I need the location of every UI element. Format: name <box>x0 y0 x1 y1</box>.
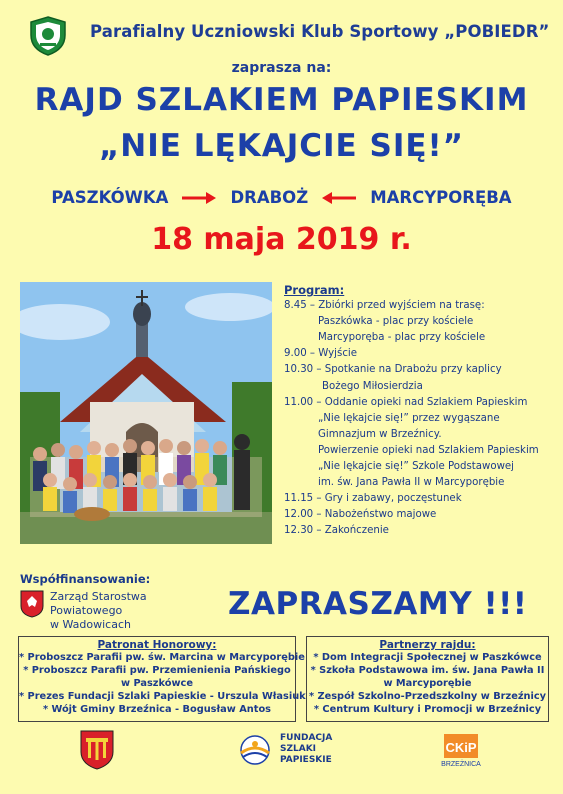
foundation-name-line: PAPIESKIE <box>280 755 332 765</box>
county-office <box>50 590 147 632</box>
partner-line: * Centrum Kultury i Promocji w Brzeźnicy <box>313 704 542 715</box>
program-row: „Nie lękajcie się!” przez wygąszane <box>318 412 500 424</box>
route-to: MARCYPORĘBA <box>370 188 512 207</box>
foundation-name-line: FUNDACJA <box>280 733 333 743</box>
program-row: im. św. Jana Pawła II w Marcyporębie <box>318 477 505 489</box>
foundation-name <box>280 733 332 766</box>
program-row: Powierzenie opieki nad Szlakiem Papieskim <box>318 444 539 456</box>
ckip-logo <box>438 732 484 768</box>
program-row: Bożego Miłosierdzia <box>322 380 423 392</box>
club-logo <box>28 15 68 57</box>
program-row: 9.00 – Wyjście <box>284 348 358 360</box>
invitation-cta: ZAPRASZAMY !!! <box>228 586 528 622</box>
invite-text: zaprasza na: <box>231 60 332 76</box>
patronage-title: Patronat Honorowy: <box>97 639 217 651</box>
partners-box <box>306 636 549 722</box>
program-title: Program: <box>284 283 345 297</box>
arrow-left-icon <box>322 191 356 205</box>
program-row: 10.30 – Spotkanie na Drabożu przy kaplicy <box>284 364 502 376</box>
cofinancing-label: Współfinansowanie: <box>20 572 151 586</box>
event-subtitle: „NIE LĘKAJCIE SIĘ!” <box>98 128 465 164</box>
partner-line: * Szkoła Podstawowa im. św. Jana Pawła II <box>310 665 545 676</box>
patronage-line: * Proboszcz Parafii pw. św. Marcina w Marcyporębie <box>19 652 305 663</box>
patronage-line: * Proboszcz Parafii pw. Przemienienia Pańskiego <box>23 665 291 676</box>
program-row: 12.30 – Zakończenie <box>284 525 389 537</box>
program <box>284 282 556 540</box>
program-row: 12.00 – Nabożeństwo majowe <box>284 509 437 521</box>
ckip-subtitle: BRZEŻNICA <box>441 761 481 768</box>
program-row: „Nie lękajcie się!” Szkole Podstawowej <box>318 461 515 473</box>
program-row: 11.00 – Oddanie opieki nad Szlakiem Papieskim <box>284 396 528 408</box>
program-row: 8.45 – Zbiórki przed wyjściem na trasę: <box>284 300 485 312</box>
program-row: 11.15 – Gry i zabawy, poczęstunek <box>284 493 462 505</box>
municipality-crest-icon <box>80 730 114 770</box>
partner-line: * Zespół Szkolno-Przedszkolny w Brzeźnicy <box>308 691 547 702</box>
program-row: Gimnazjum w Brzeźnicy. <box>318 428 442 440</box>
partner-line: w Marcyporębie <box>383 678 472 689</box>
patronage-line: w Paszkówce <box>120 678 193 689</box>
program-row: Marcyporęba - plac przy kościele <box>318 332 486 344</box>
arrow-right-icon <box>182 191 216 205</box>
patronage-box <box>18 636 306 722</box>
foundation-logo-icon <box>237 735 273 765</box>
route-middle: DRABOŻ <box>230 188 309 207</box>
route <box>0 188 563 207</box>
club-name: Parafialny Uczniowski Klub Sportowy „POBIEDR” <box>90 22 550 41</box>
foundation-name-line: SZLAKI <box>280 744 317 754</box>
county-office-line: w Wadowicach <box>50 618 131 631</box>
patronage-line: * Prezes Fundacji Szlaki Papieskie - Urszula Własiuk <box>19 691 306 702</box>
partner-line: * Dom Integracji Społecznej w Paszkówce <box>313 652 542 663</box>
county-office-line: Powiatowego <box>50 604 123 617</box>
county-office-line: Zarząd Starostwa <box>50 590 147 603</box>
county-crest-icon <box>20 590 44 618</box>
patronage-line: * Wójt Gminy Brzeźnica - Bogusław Antos <box>42 704 272 715</box>
program-row: Paszkówka - plac przy kościele <box>318 316 474 328</box>
event-date: 18 maja 2019 r. <box>151 222 412 257</box>
ckip-mark: CKiP <box>445 740 477 755</box>
route-from: PASZKÓWKA <box>51 188 169 207</box>
group-photo <box>20 282 272 544</box>
event-title: RAJD SZLAKIEM PAPIESKIM <box>34 82 529 118</box>
partners-title: Partnerzy rajdu: <box>379 639 476 651</box>
